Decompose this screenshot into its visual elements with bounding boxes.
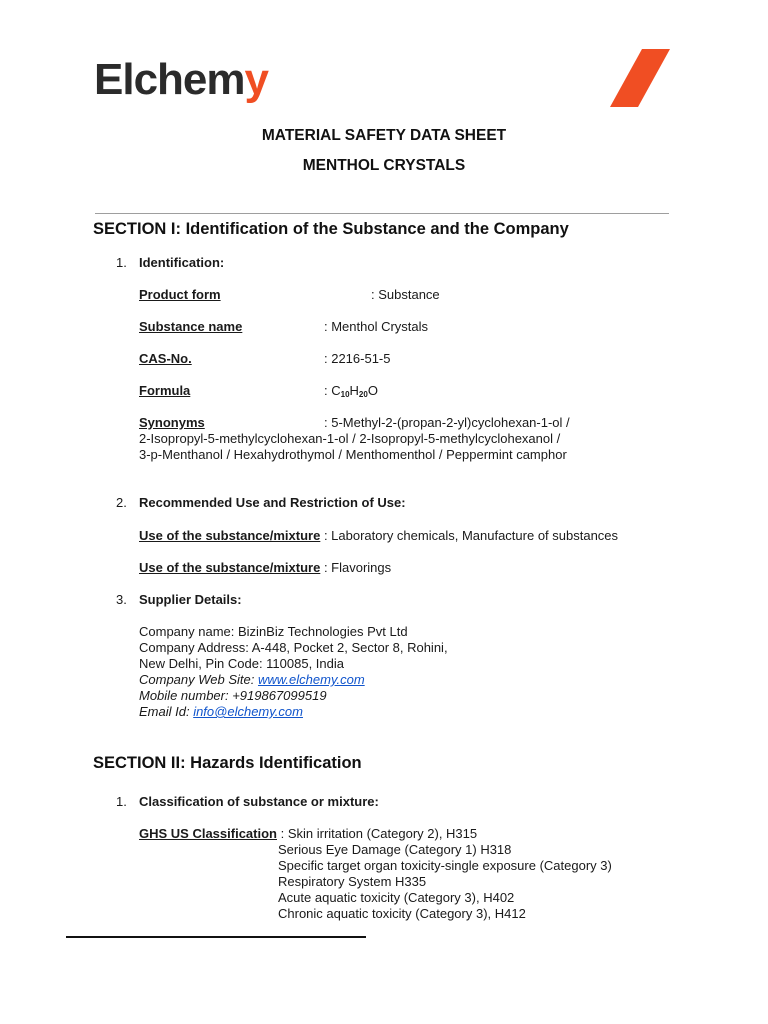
supplier-details-heading: Supplier Details: (139, 592, 242, 607)
item-number: 1. (116, 794, 127, 809)
substance-name-value: : Menthol Crystals (324, 319, 429, 334)
cas-label: CAS-No. (139, 351, 192, 366)
synonyms-line-2: 2-Isopropyl-5-methylcyclohexan-1-ol / 2-Isopropyl-5-methylcyclohexanol / (139, 431, 561, 446)
email-link[interactable]: info@elchemy.com (193, 704, 303, 719)
website-link[interactable]: www.elchemy.com (257, 672, 365, 687)
formula-value: : $C_{10}H_{20}O$ (324, 383, 378, 399)
ghs-line: Chronic aquatic toxicity (Category 3), H412 (278, 906, 526, 921)
product-form-value: : Substance (371, 287, 440, 302)
mobile-number: Mobile number: +919867099519 (139, 688, 327, 703)
header-divider (95, 213, 669, 214)
company-address-1: Company Address: A-448, Pocket 2, Sector 8, Rohini, (139, 640, 448, 655)
item-number: 1. (116, 255, 127, 270)
logo-text: Elchem (94, 55, 245, 104)
ghs-line: Serious Eye Damage (Category 1) H318 (278, 842, 512, 857)
use-line-1: Use of the substance/mixture : Laboratory chemicals, Manufacture of substances (139, 528, 619, 543)
classification-heading: Classification of substance or mixture: (139, 794, 379, 809)
document-subtitle: MENTHOL CRYSTALS (302, 157, 466, 174)
document-title: MATERIAL SAFETY DATA SHEET (261, 127, 507, 144)
brand-logo (94, 56, 268, 104)
ghs-classification-row: GHS US Classification : Skin irritation (Category 2), H315 (139, 826, 478, 841)
section-2-heading: SECTION II: Hazards Identification (93, 754, 362, 772)
email-row: Email Id: info@elchemy.com (139, 704, 303, 719)
use-line-2: Use of the substance/mixture : Flavorings (139, 560, 392, 575)
company-website-row: Company Web Site: www.elchemy.com (139, 672, 365, 687)
identification-heading: Identification: (139, 255, 225, 270)
formula-label: Formula (139, 383, 191, 398)
ghs-line: Acute aquatic toxicity (Category 3), H402 (278, 890, 515, 905)
ghs-line: Specific target organ toxicity-single exposure (Category 3) (278, 858, 612, 873)
company-address-2: New Delhi, Pin Code: 110085, India (139, 656, 344, 671)
brand-mark-icon (610, 49, 670, 107)
cas-value: : 2216-51-5 (324, 351, 391, 366)
footnote-divider (66, 936, 366, 938)
item-number: 2. (116, 495, 127, 510)
section-1-heading: SECTION I: Identification of the Substance and the Company (93, 220, 569, 238)
substance-name-label: Substance name (139, 319, 243, 334)
item-number: 3. (116, 592, 127, 607)
synonyms-label: Synonyms (139, 415, 205, 430)
synonyms-line-1: : 5-Methyl-2-(propan-2-yl)cyclohexan-1-ol / (324, 415, 570, 430)
ghs-line: Respiratory System H335 (278, 874, 427, 889)
company-name: Company name: BizinBiz Technologies Pvt Ltd (139, 624, 408, 639)
product-form-label: Product form (139, 287, 221, 302)
recommended-use-heading: Recommended Use and Restriction of Use: (139, 495, 406, 510)
synonyms-line-3: 3-p-Menthanol / Hexahydrothymol / Menthomenthol / Peppermint camphor (139, 447, 567, 462)
logo-accent-letter: y (244, 55, 268, 104)
